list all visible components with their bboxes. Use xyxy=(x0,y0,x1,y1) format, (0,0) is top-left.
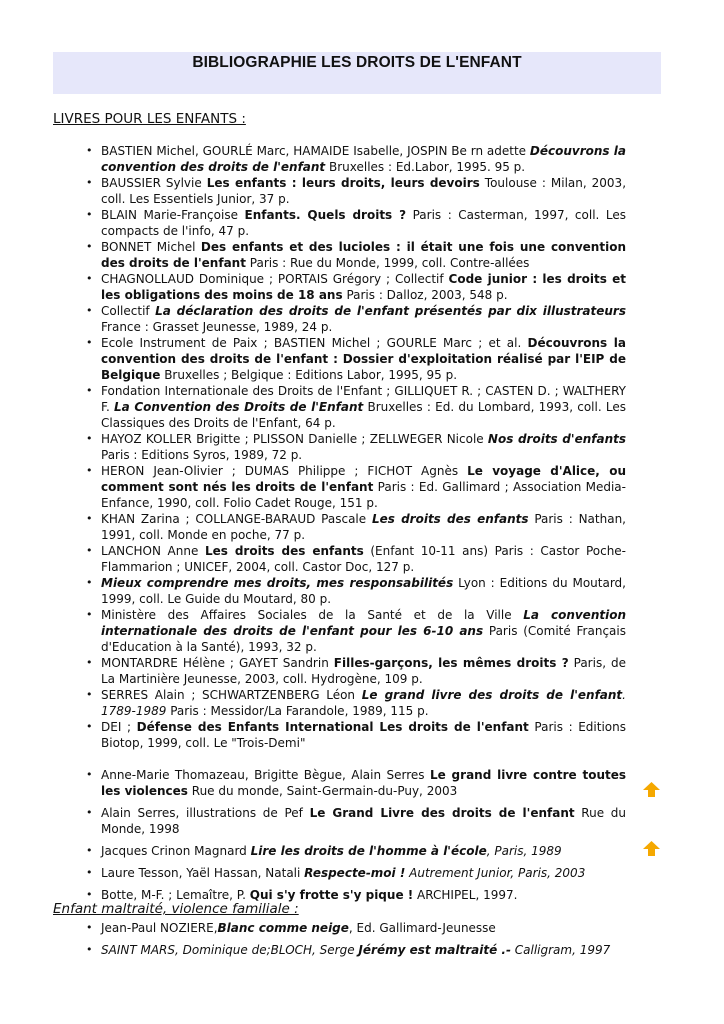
entry-title: Respecte-moi ! xyxy=(304,866,406,880)
entry-text: Paris : Rue du Monde, 1999, coll. Contre-allées xyxy=(245,256,530,270)
entry-text: Fondation Internationale des Droits de l'Enfant ; GILLIQUET R. ; CASTEN D. ; WALTHERY F. xyxy=(101,384,626,414)
bibliography-entry xyxy=(0,575,724,607)
bibliography-entry xyxy=(0,463,724,511)
entry-text: BAUSSIER Sylvie xyxy=(101,176,207,190)
entry-title: , Paris, 1989 xyxy=(486,844,562,858)
up-arrow-icon[interactable] xyxy=(643,841,660,856)
entry-text: ARCHIPEL, 1997. xyxy=(413,888,518,902)
entry-text: Bruxelles ; Belgique : Editions Labor, 1995, 95 p. xyxy=(160,368,458,382)
bibliography-entry xyxy=(0,175,724,207)
entry-title: Le voyage d'Alice, ou comment sont nés les droits de l'enfant xyxy=(101,464,626,494)
entry-title: Blanc comme neige xyxy=(217,921,349,935)
section-heading-children-books: LIVRES POUR LES ENFANTS : xyxy=(53,111,246,127)
bibliography-entry xyxy=(0,687,724,719)
entry-text: , Ed. Gallimard-Jeunesse xyxy=(348,921,496,935)
entry-title: La déclaration des droits de l'enfant présentés par dix illustrateurs xyxy=(155,304,626,318)
bibliography-entry xyxy=(0,805,724,837)
title-banner xyxy=(53,52,661,94)
page-title: BIBLIOGRAPHIE LES DROITS DE L'ENFANT xyxy=(192,54,522,71)
bibliography-entry xyxy=(0,303,724,335)
up-arrow-icon[interactable] xyxy=(643,782,660,797)
entry-title: Des enfants et des lucioles : il était une fois une convention des droits de l'enfant xyxy=(101,240,626,270)
entry-text: MONTARDRE Hélène ; GAYET Sandrin xyxy=(101,656,334,670)
entry-title: Mieux comprendre mes droits, mes responsabilités xyxy=(101,576,454,590)
entry-title: Enfants. Quels droits ? xyxy=(244,208,407,222)
bibliography-entry xyxy=(0,143,724,175)
bibliography-entry xyxy=(0,543,724,575)
bibliography-entry xyxy=(0,335,724,383)
bibliography-entry xyxy=(0,271,724,303)
entry-title: Les droits des enfants xyxy=(204,544,364,558)
entry-text: BLAIN Marie-Françoise xyxy=(101,208,245,222)
entry-text: Collectif xyxy=(101,304,156,318)
entry-text: Anne-Marie Thomazeau, Brigitte Bègue, Alain Serres xyxy=(101,768,430,782)
bibliography-entry xyxy=(0,719,724,751)
entry-text: Ecole Instrument de Paix ; BASTIEN Michel ; GOURLE Marc ; et al. xyxy=(101,336,528,350)
bibliography-entry xyxy=(0,920,724,936)
entry-text: (Enfant 10-11 ans) Paris : Castor Poche-Flammarion ; UNICEF, 2004, coll. Castor Doc, 127 p. xyxy=(101,544,627,574)
entry-text: Rue du Monde, 1998 xyxy=(101,806,626,836)
entry-title: Jérémy est maltraité .- xyxy=(358,943,511,957)
entry-text: HAYOZ KOLLER Brigitte ; PLISSON Danielle ; ZELLWEGER Nicole xyxy=(101,432,488,446)
entry-text: Paris, de La Martinière Jeunesse, 2003, coll. Hydrogène, 109 p. xyxy=(101,656,626,686)
entry-title: Filles-garçons, les mêmes droits ? xyxy=(333,656,569,670)
bibliography-list-main xyxy=(0,143,724,751)
entry-text: Paris : Messidor/La Farandole, 1989, 115 p. xyxy=(166,704,429,718)
entry-title: Découvrons la convention des droits de l'enfant xyxy=(101,144,626,174)
entry-text: Jacques Crinon Magnard xyxy=(101,844,251,858)
entry-title: Le grand livre des droits de l'enfant xyxy=(361,688,623,702)
entry-text: Bruxelles : Ed.Labor, 1995. 95 p. xyxy=(325,160,526,174)
entry-title: Le grand livre contre toutes les violences xyxy=(101,768,627,798)
entry-text: Paris : Editions Biotop, 1999, coll. Le "Trois-Demi" xyxy=(101,720,626,750)
entry-title: Nos droits d'enfants xyxy=(487,432,626,446)
entry-title: Code junior : les droits et les obligations des moins de 18 ans xyxy=(101,272,626,302)
entry-title: Les enfants : leurs droits, leurs devoirs xyxy=(206,176,480,190)
bibliography-entry xyxy=(0,607,724,655)
entry-title: . 1789-1989 xyxy=(101,688,626,718)
bibliography-list-abuse xyxy=(0,920,724,964)
entry-text: Paris : Dalloz, 2003, 548 p. xyxy=(342,288,508,302)
entry-text: Laure Tesson, Yaël Hassan, Natali xyxy=(101,866,305,880)
bibliography-entry xyxy=(0,239,724,271)
entry-text: CHAGNOLLAUD Dominique ; PORTAIS Grégory ; Collectif xyxy=(101,272,449,286)
bibliography-entry xyxy=(0,207,724,239)
entry-title: SAINT MARS, Dominique de;BLOCH, Serge xyxy=(101,943,359,957)
entry-title: Lire les droits de l'homme à l'école xyxy=(250,844,487,858)
entry-text: Paris : Editions Syros, 1989, 72 p. xyxy=(101,448,303,462)
entry-title: La Convention des Droits de l'Enfant xyxy=(114,400,364,414)
entry-text: Lyon : Editions du Moutard, 1999, coll. Le Guide du Moutard, 80 p. xyxy=(101,576,626,606)
entry-text: Jean-Paul NOZIERE, xyxy=(101,921,218,935)
entry-title: Qui s'y frotte s'y pique ! xyxy=(249,888,414,902)
entry-title: Autrement Junior, Paris, 2003 xyxy=(405,866,586,880)
bibliography-entry xyxy=(0,655,724,687)
bibliography-list-additional xyxy=(0,767,724,909)
entry-text: France : Grasset Jeunesse, 1989, 24 p. xyxy=(101,320,333,334)
entry-text: LANCHON Anne xyxy=(101,544,205,558)
entry-text: Botte, M-F. ; Lemaître, P. xyxy=(101,888,250,902)
entry-title: Calligram, 1997 xyxy=(510,943,611,957)
bibliography-entry xyxy=(0,942,724,958)
entry-text: HERON Jean-Olivier ; DUMAS Philippe ; FICHOT Agnès xyxy=(101,464,468,478)
entry-title: Le Grand Livre des droits de l'enfant xyxy=(309,806,575,820)
entry-text: Paris : Ed. Gallimard ; Association Media-Enfance, 1990, coll. Folio Cadet Rouge, 151 p. xyxy=(101,480,626,510)
bibliography-entry xyxy=(0,865,724,881)
bibliography-entry xyxy=(0,383,724,431)
entry-title: Défense des Enfants International Les droits de l'enfant xyxy=(136,720,529,734)
entry-title: La convention internationale des droits de l'enfant pour les 6-10 ans xyxy=(101,608,627,638)
bibliography-entry xyxy=(0,431,724,463)
entry-text: SERRES Alain ; SCHWARTZENBERG Léon xyxy=(101,688,362,702)
entry-text: Alain Serres, illustrations de Pef xyxy=(101,806,310,820)
bibliography-entry xyxy=(0,511,724,543)
entry-text: Paris (Comité Français d'Education à la Santé), 1993, 32 p. xyxy=(101,624,626,654)
entry-title: Découvrons la convention des droits de l'enfant : Dossier d'exploitation réalisé par l'EIP de Belgique xyxy=(101,336,626,382)
entry-text: Paris : Nathan, 1991, coll. Monde en poche, 77 p. xyxy=(101,512,626,542)
entry-text: Rue du monde, Saint-Germain-du-Puy, 2003 xyxy=(187,784,458,798)
entry-text: Toulouse : Milan, 2003, coll. Les Essentiels Junior, 37 p. xyxy=(101,176,627,206)
entry-text: KHAN Zarina ; COLLANGE-BARAUD Pascale xyxy=(101,512,372,526)
section-heading-child-abuse: Enfant maltraité, violence familiale : xyxy=(53,901,299,917)
entry-text: DEI ; xyxy=(101,720,137,734)
entry-text: Bruxelles : Ed. du Lombard, 1993, coll. Les Classiques des Droits de l'Enfant, 64 p. xyxy=(101,400,626,430)
entry-text: Paris : Casterman, 1997, coll. Les compacts de l'info, 47 p. xyxy=(101,208,626,238)
entry-text: BASTIEN Michel, GOURLÉ Marc, HAMAIDE Isabelle, JOSPIN Be rn adette xyxy=(101,144,530,158)
bibliography-entry xyxy=(0,843,724,859)
bibliography-entry xyxy=(0,767,724,799)
entry-text: Ministère des Affaires Sociales de la Santé et de la Ville xyxy=(101,608,524,622)
entry-text: BONNET Michel xyxy=(101,240,201,254)
entry-title: Les droits des enfants xyxy=(371,512,529,526)
